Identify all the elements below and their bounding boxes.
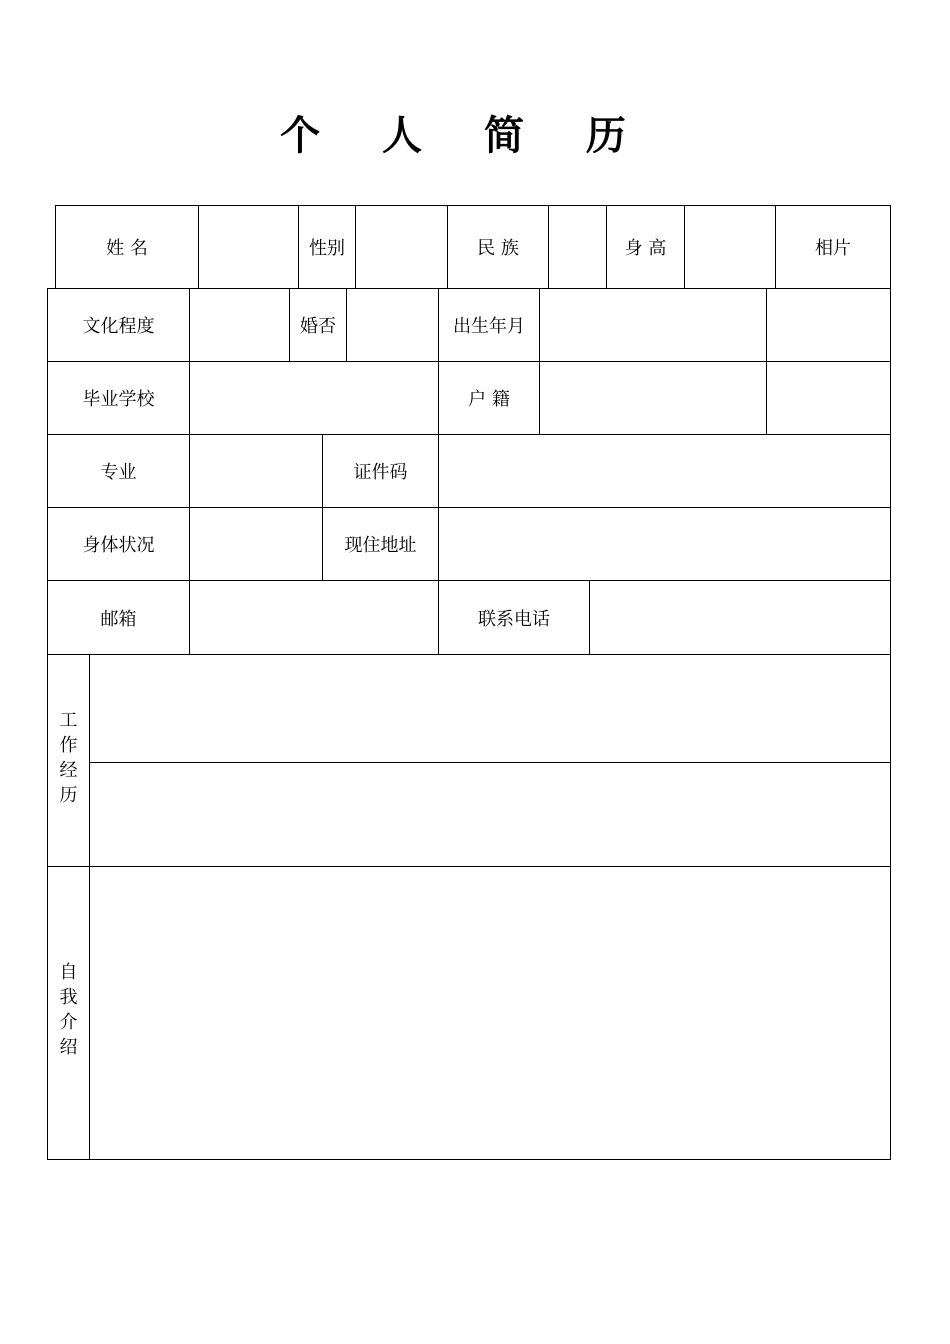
- work-history-label: [47, 654, 90, 867]
- school-label: 毕业学校: [47, 361, 190, 435]
- name-label: 姓 名: [55, 205, 199, 289]
- health-field[interactable]: [189, 507, 323, 581]
- self-intro-label: [47, 866, 90, 1160]
- education-field[interactable]: [189, 288, 290, 362]
- page-title: 个 人 简 历: [280, 112, 650, 159]
- self-intro-char: 绍: [59, 1037, 78, 1058]
- photo-area-lower[interactable]: [766, 361, 891, 435]
- major-label: 专业: [47, 434, 190, 508]
- hukou-label: 户 籍: [438, 361, 540, 435]
- work-history-char: 经: [59, 759, 78, 781]
- id-number-field[interactable]: [438, 434, 891, 508]
- photo-label: 相片: [775, 205, 891, 289]
- address-label: 现住地址: [322, 507, 439, 581]
- ethnicity-label: 民 族: [447, 205, 549, 289]
- ethnicity-field[interactable]: [548, 205, 607, 289]
- phone-label: 联系电话: [438, 580, 590, 655]
- work-history-char: 工: [59, 709, 78, 731]
- email-label: 邮箱: [47, 580, 190, 655]
- gender-field[interactable]: [355, 205, 448, 289]
- name-field[interactable]: [198, 205, 299, 289]
- marital-label: 婚否: [289, 288, 347, 362]
- self-intro-char: 我: [59, 987, 78, 1008]
- education-label: 文化程度: [47, 288, 190, 362]
- major-field[interactable]: [189, 434, 323, 508]
- phone-field[interactable]: [589, 580, 891, 655]
- hukou-field[interactable]: [539, 361, 767, 435]
- birth-label: 出生年月: [438, 288, 540, 362]
- birth-field[interactable]: [539, 288, 767, 362]
- work-history-field-2[interactable]: [89, 762, 891, 867]
- work-history-char: 作: [59, 734, 78, 756]
- self-intro-char: 介: [59, 1012, 78, 1033]
- id-number-label: 证件码: [322, 434, 439, 508]
- gender-label: 性别: [298, 205, 356, 289]
- email-field[interactable]: [189, 580, 439, 655]
- school-field[interactable]: [189, 361, 439, 435]
- height-field[interactable]: [684, 205, 776, 289]
- work-history-char: 历: [59, 784, 78, 806]
- health-label: 身体状况: [47, 507, 190, 581]
- marital-field[interactable]: [346, 288, 439, 362]
- height-label: 身 高: [606, 205, 685, 289]
- photo-area-upper[interactable]: [766, 288, 891, 362]
- self-intro-char: 自: [59, 962, 78, 983]
- self-intro-field[interactable]: [89, 866, 891, 1160]
- address-field[interactable]: [438, 507, 891, 581]
- work-history-field-1[interactable]: [89, 654, 891, 763]
